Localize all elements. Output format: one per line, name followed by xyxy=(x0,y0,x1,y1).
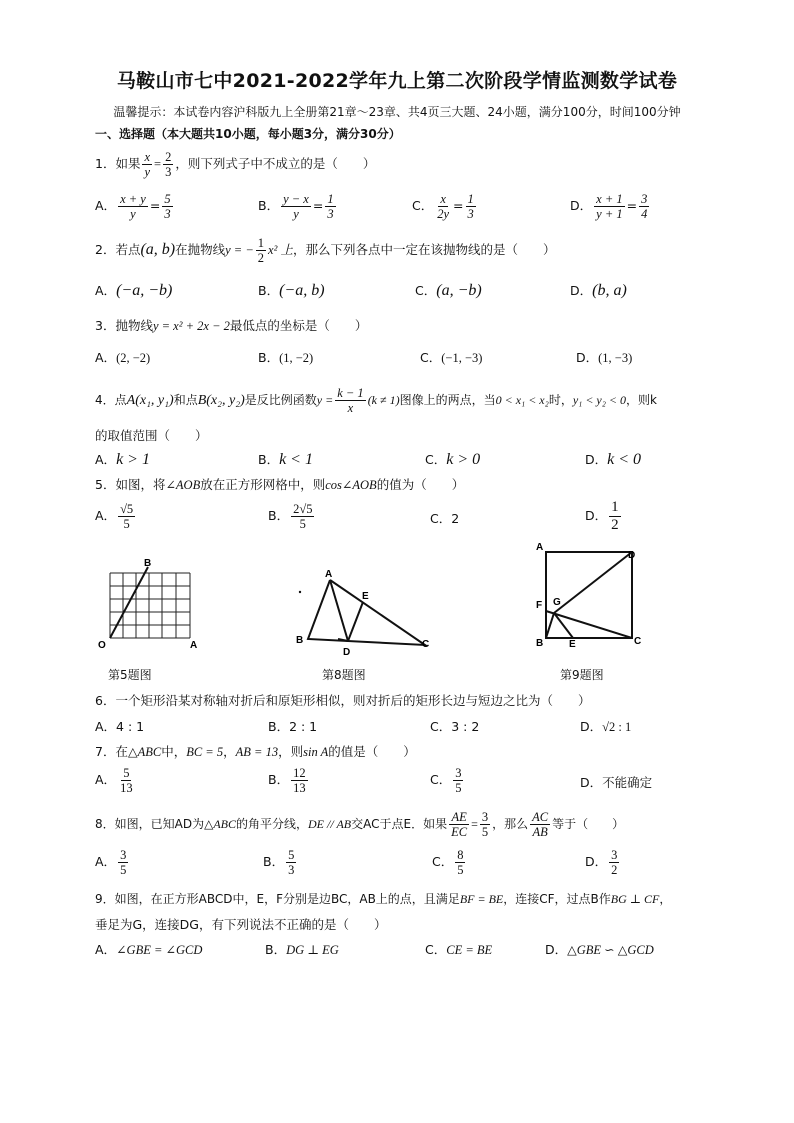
figure-8-triangle xyxy=(290,565,440,657)
caption-fig8: 第8题图 xyxy=(322,668,366,682)
fig9-label-b: B xyxy=(536,638,544,649)
q5-option-c[interactable]: C．2 xyxy=(430,511,460,526)
q1-option-d[interactable]: D． $\frac{x + 1}{y + 1}$ = $\frac{3}{4}$ xyxy=(570,192,648,221)
q9-option-a[interactable]: A．∠GBE = ∠GCD xyxy=(95,942,203,957)
q9-option-c[interactable]: C．CE = BE xyxy=(425,942,493,957)
q6-option-d[interactable]: D．√2 : 1 xyxy=(580,719,632,734)
q3-option-c[interactable]: C．(−1, −3) xyxy=(420,350,483,365)
q4-option-d[interactable]: D．k < 0 xyxy=(585,451,642,468)
question-1: 1．如果 $\frac{x}{y}$ = $\frac{2}{3}$ ，则下列式子中不成立的是（ ） xyxy=(95,150,376,179)
fig8-label-e: E xyxy=(362,591,369,602)
fig5-label-o: O xyxy=(98,640,106,651)
q9-option-b[interactable]: B．DG ⊥ EG xyxy=(265,942,339,957)
q8-option-b[interactable]: B． $\frac{5}{3}$ xyxy=(263,848,295,877)
question-3: 3．抛物线y = x² + 2x − 2最低点的坐标是（ ） xyxy=(95,318,368,333)
q4-option-c[interactable]: C．k > 0 xyxy=(425,451,481,468)
q1-option-a[interactable]: A． $\frac{x + y}{y}$ = $\frac{5}{3}$ xyxy=(95,192,171,221)
q7-option-c[interactable]: C． $\frac{3}{5}$ xyxy=(430,766,462,795)
question-2: 2．若点(a, b)在抛物线y = − $\frac{1}{2}$ x² 上，那么下列各点中一定在该抛物线的是（ ） xyxy=(95,236,556,265)
fig8-label-b: B xyxy=(296,635,304,646)
q3-option-d[interactable]: D．(1, −3) xyxy=(576,350,633,365)
fig9-label-g: G xyxy=(553,597,561,608)
caption-fig5: 第5题图 xyxy=(108,668,152,682)
q8-option-a[interactable]: A． $\frac{3}{5}$ xyxy=(95,848,127,877)
question-9-line2: 垂足为G，连接DG，有下列说法不正确的是（ ） xyxy=(95,917,387,932)
fig9-label-d: D xyxy=(628,550,636,561)
q5-option-a[interactable]: A． $\frac{√5}{5}$ xyxy=(95,502,134,531)
fig9-label-e: E xyxy=(569,639,576,650)
question-4-line2: 的取值范围（ ） xyxy=(95,428,208,443)
figure-5-grid xyxy=(92,555,222,655)
q5-option-b[interactable]: B． $\frac{2√5}{5}$ xyxy=(268,502,313,531)
question-8: 8．如图，已知AD为△ABC的角平分线，DE // AB交AC于点E．如果 $\frac{AE}{EC}$ = $\frac{3}{5}$ ，那么 $\frac{AC}{AB}$ 等于（ ） xyxy=(95,810,625,839)
q1-option-c[interactable]: C． $\frac{x}{2y}$ = $\frac{1}{3}$ xyxy=(412,192,474,221)
question-4: 4．点A(x₁, y₁)和点B(x₂, y₂)是反比例函数y = $\frac{k - 1}{x}$ (k ≠ 1)图像上的两点，当0 < x₁ < x₂时，y₁ < y₂ < 0，则k xyxy=(95,386,657,415)
fig9-label-a: A xyxy=(536,542,544,553)
q5-option-d[interactable]: D． $\frac{1}{2}$ xyxy=(585,499,619,533)
question-6: 6．一个矩形沿某对称轴对折后和原矩形相似，则对折后的矩形长边与短边之比为（ ） xyxy=(95,693,591,708)
q4-option-a[interactable]: A．k > 1 xyxy=(95,451,150,468)
page-title: 马鞍山市七中2021-2022学年九上第二次阶段学情监测数学试卷 xyxy=(116,70,678,92)
fig9-label-f: F xyxy=(536,600,543,611)
q8-option-d[interactable]: D． $\frac{3}{2}$ xyxy=(585,848,618,877)
question-5: 5．如图，将∠AOB放在正方形网格中，则cos∠AOB的值为（ ） xyxy=(95,477,465,492)
q2-option-b[interactable]: B．(−a, b) xyxy=(258,282,325,299)
caption-fig9: 第9题图 xyxy=(560,668,604,682)
fig8-label-a: A xyxy=(325,569,333,580)
q6-option-a[interactable]: A．4 : 1 xyxy=(95,719,145,734)
q7-option-b[interactable]: B． $\frac{12}{13}$ xyxy=(268,766,306,795)
q9-option-d[interactable]: D．△GBE ∽ △GCD xyxy=(545,942,654,957)
fig9-label-c: C xyxy=(634,636,642,647)
q1-option-b[interactable]: B． $\frac{y - x}{y}$ = $\frac{1}{3}$ xyxy=(258,192,334,221)
q6-option-c[interactable]: C．3 : 2 xyxy=(430,719,480,734)
fig8-label-c: C xyxy=(422,639,430,650)
q3-option-b[interactable]: B．(1, −2) xyxy=(258,350,314,365)
fig5-label-b: B xyxy=(144,558,152,569)
q8-option-c[interactable]: C． $\frac{8}{5}$ xyxy=(432,848,464,877)
question-7: 7．在△ABC中，BC = 5，AB = 13，则sin A的值是（ ） xyxy=(95,744,416,759)
question-9: 9．如图，在正方形ABCD中，E，F分别是边BC，AB上的点，且满足BF = BE，连接CF，过点B作BG ⊥ CF， xyxy=(95,892,672,906)
q7-option-a[interactable]: A． $\frac{5}{13}$ xyxy=(95,766,133,795)
q4-option-b[interactable]: B．k < 1 xyxy=(258,451,313,468)
q7-option-d[interactable]: D．不能确定 xyxy=(580,775,653,790)
exam-tip: 温馨提示：本试卷内容沪科版九上全册第21章～23章、共4页三大题、24小题，满分100分，时间100分钟 xyxy=(113,105,681,119)
figure-9-square xyxy=(533,540,648,650)
fig5-label-a: A xyxy=(190,640,198,651)
q2-option-d[interactable]: D．(b, a) xyxy=(570,282,627,299)
q3-option-a[interactable]: A．(2, −2) xyxy=(95,350,151,365)
section-heading: 一、选择题（本大题共10小题，每小题3分，满分30分） xyxy=(95,127,401,141)
q2-option-a[interactable]: A．(−a, −b) xyxy=(95,282,173,299)
fig8-label-d: D xyxy=(343,647,351,657)
q2-option-c[interactable]: C．(a, −b) xyxy=(415,282,482,299)
q6-option-b[interactable]: B．2 : 1 xyxy=(268,719,318,734)
